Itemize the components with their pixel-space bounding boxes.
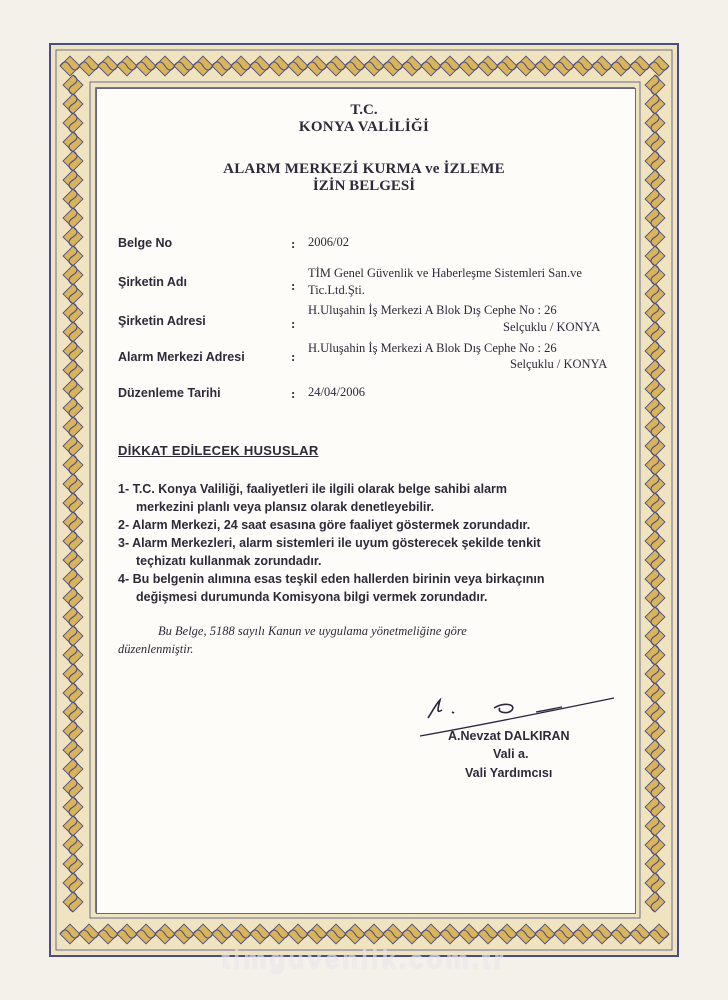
sirket-adi-value-line1: TİM Genel Güvenlik ve Haberleşme Sistemleri San.ve: [308, 266, 582, 280]
section-title: DİKKAT EDİLECEK HUSUSLAR: [118, 443, 319, 458]
legal-note-line1: Bu Belge, 5188 sayılı Kanun ve uygulama yönetmeliğine göre: [158, 624, 467, 638]
legal-note: [118, 622, 596, 658]
signatory-name: A.Nevzat DALKIRAN: [448, 729, 570, 743]
sirket-adresi-value-line1: H.Uluşahin İş Merkezi A Blok Dış Cephe No : 26: [308, 303, 557, 317]
site-watermark: timguvenlik.com.tr: [221, 944, 507, 974]
belge-no-value: 2006/02: [308, 235, 349, 249]
header-tc: T.C.: [350, 102, 378, 118]
alarm-adresi-label: Alarm Merkezi Adresi: [118, 350, 245, 364]
document-subtitle: İZİN BELGESİ: [312, 178, 416, 194]
sirket-adresi-label: Şirketin Adresi: [118, 314, 206, 328]
duzenleme-tarihi-colon: :: [291, 386, 296, 401]
alarm-adresi-value-line2: Selçuklu / KONYA: [510, 357, 608, 371]
rule-4: [118, 570, 596, 606]
sirket-adresi-colon: :: [291, 316, 296, 331]
signatory-title-1: Vali a.: [493, 747, 529, 761]
belge-no-colon: :: [291, 236, 296, 251]
sirket-adresi-value-line2: Selçuklu / KONYA: [503, 320, 601, 334]
rule-1: [118, 480, 596, 516]
sirket-adi-label: Şirketin Adı: [118, 275, 187, 289]
signatory-title-2: Vali Yardımcısı: [465, 766, 553, 780]
duzenleme-tarihi-label: Düzenleme Tarihi: [118, 386, 221, 400]
alarm-adresi-value-line1: H.Uluşahin İş Merkezi A Blok Dış Cephe No : 26: [308, 341, 557, 355]
belge-no-label: Belge No: [118, 236, 173, 250]
rule-1-line2: merkezini planlı veya plansız olarak denetleyebilir.: [136, 500, 435, 514]
sirket-adi-value-line2: Tic.Ltd.Şti.: [308, 283, 365, 297]
rule-4-line1: 4- Bu belgenin alımına esas teşkil eden hallerden birinin veya birkaçının: [118, 572, 545, 586]
alarm-adresi-colon: :: [291, 349, 296, 364]
rule-3-line2: teçhizatı kullanmak zorundadır.: [136, 554, 322, 568]
document-title: ALARM MERKEZİ KURMA ve İZLEME: [223, 161, 505, 177]
legal-note-line2: düzenlenmiştir.: [118, 642, 194, 656]
rule-3: [118, 534, 596, 570]
rule-3-line1: 3- Alarm Merkezleri, alarm sistemleri ile uyum gösterecek şekilde tenkit: [118, 536, 541, 550]
header-governorship: KONYA VALİLİĞİ: [298, 119, 430, 135]
rule-1-line1: 1- T.C. Konya Valiliği, faaliyetleri ile ilgili olarak belge sahibi alarm: [118, 482, 508, 496]
sirket-adi-colon: :: [291, 278, 296, 293]
rule-2: [118, 516, 596, 534]
rule-2-line1: 2- Alarm Merkezi, 24 saat esasına göre faaliyet göstermek zorundadır.: [118, 518, 531, 532]
duzenleme-tarihi-value: 24/04/2006: [308, 385, 365, 399]
rule-4-line2: değişmesi durumunda Komisyona bilgi vermek zorundadır.: [136, 590, 488, 604]
